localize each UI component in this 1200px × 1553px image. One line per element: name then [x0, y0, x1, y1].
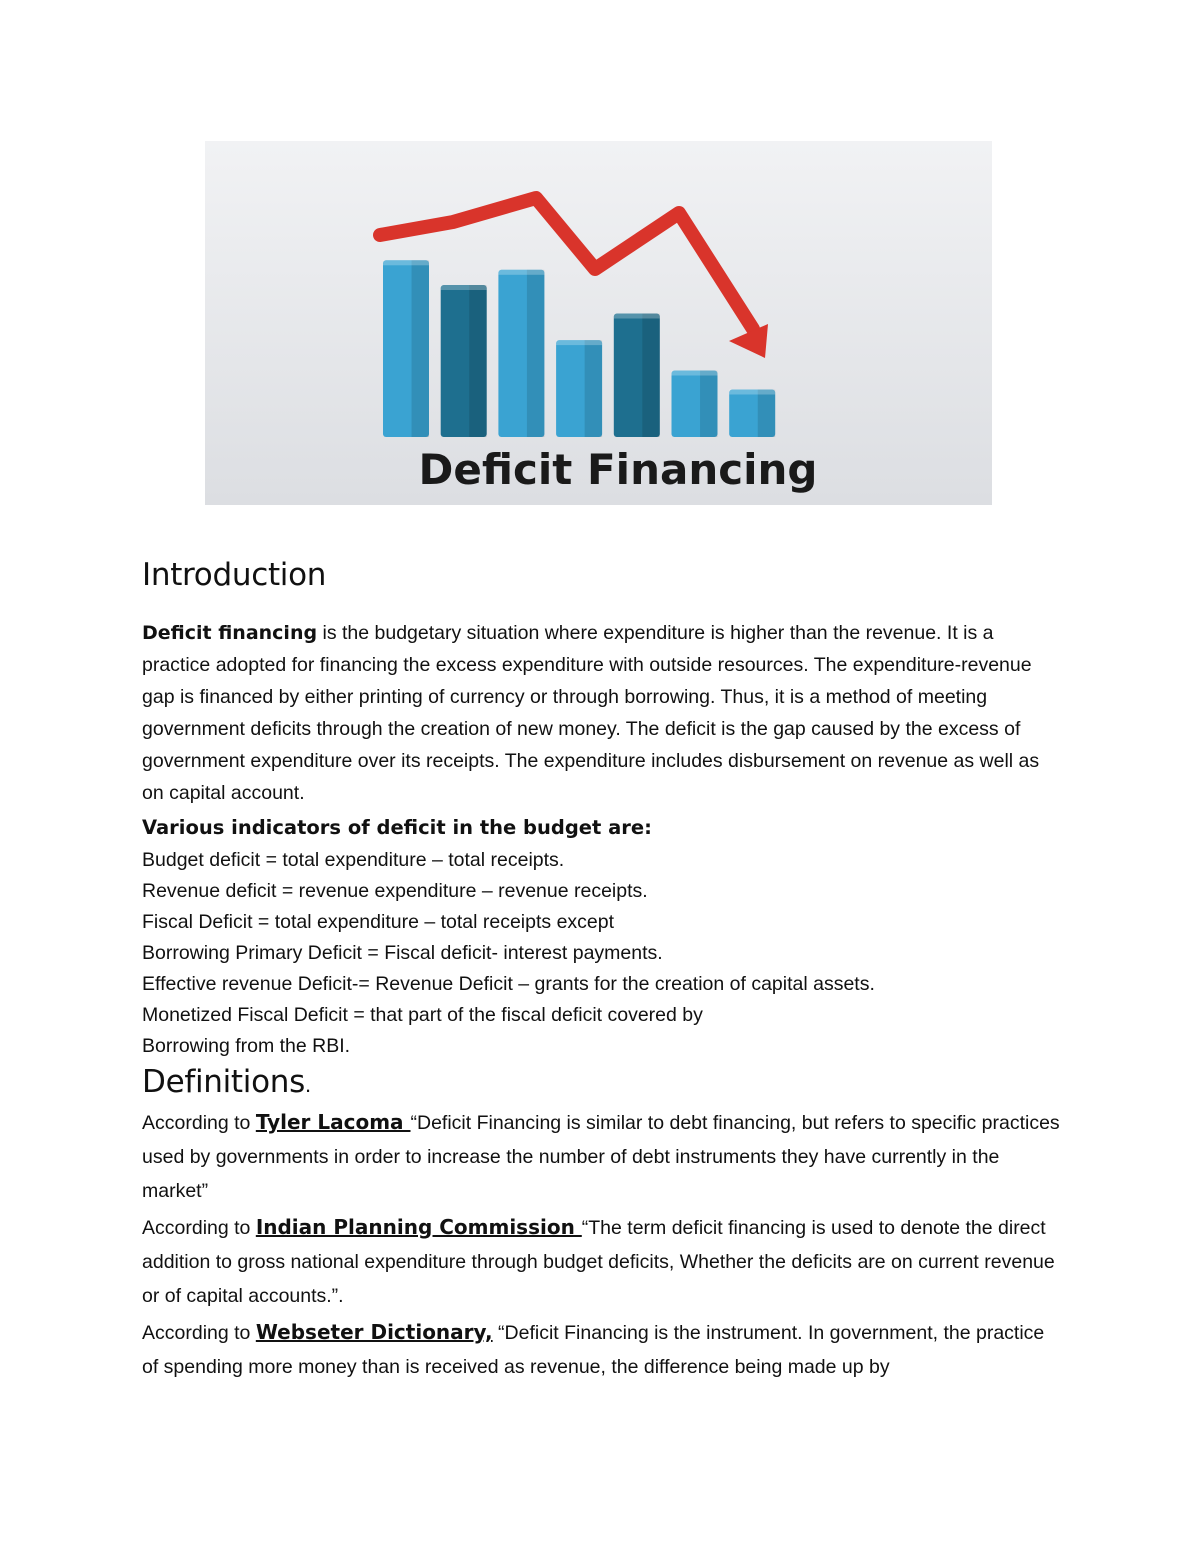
indicator-line: Fiscal Deficit = total expenditure – total receipts except [142, 911, 615, 933]
definition-source-link[interactable]: Webseter Dictionary, [255, 1320, 493, 1344]
indicator-line: Borrowing from the RBI. [142, 1035, 351, 1057]
intro-lead-term: Deficit financing [142, 622, 318, 644]
hero-bar-shade [700, 371, 717, 438]
definition-item [142, 1315, 1062, 1384]
definition-item [142, 1210, 1062, 1313]
hero-bar-highlight [498, 270, 544, 275]
introduction-paragraph [142, 617, 1062, 809]
indicator-line: Revenue deficit = revenue expenditure – revenue receipts. [142, 880, 648, 902]
indicator-line: Budget deficit = total expenditure – total receipts. [142, 849, 565, 871]
hero-bar-shade [469, 285, 486, 437]
hero-image [205, 141, 992, 505]
definition-source-link[interactable]: Tyler Lacoma [255, 1110, 411, 1134]
definition-prefix: According to [142, 1217, 256, 1239]
definition-quote: “Deficit Financing is the instrument. In government, the practice of spending more money than is received as revenue, the difference being made up by [142, 1322, 1045, 1378]
hero-illustration [205, 141, 992, 505]
definitions-heading-period: . [304, 1072, 311, 1097]
hero-bar-highlight [556, 340, 602, 345]
introduction-heading: Introduction [142, 557, 327, 593]
document-body [142, 555, 1062, 1384]
hero-bar-shade [758, 390, 775, 438]
hero-bar-shade [585, 340, 602, 437]
indicator-line: Effective revenue Deficit-= Revenue Deficit – grants for the creation of capital assets. [142, 973, 875, 995]
hero-title: Deficit Financing [418, 445, 818, 494]
hero-bar-highlight [729, 390, 775, 395]
definitions-heading-text: Definitions [142, 1064, 305, 1100]
hero-bar-highlight [383, 260, 429, 265]
indicator-line: Borrowing Primary Deficit = Fiscal deficit- interest payments. [142, 942, 663, 964]
intro-body-text: is the budgetary situation where expenditure is higher than the revenue. It is a practice adopted for financing the excess expenditure with outside resources. The expenditure-revenue gap is financed by either printing of currency or through borrowing. Thus, it is a method of meeting government deficits through the creation of new money. The deficit is the gap caused by the excess of government expenditure over its receipts. The expenditure includes disbursement on revenue as well as on capital account. [142, 622, 1040, 804]
definition-prefix: According to [142, 1112, 256, 1134]
definitions-heading [142, 1062, 1062, 1105]
indicators-list [142, 845, 1062, 1062]
hero-bar-highlight [441, 285, 487, 290]
definition-prefix: According to [142, 1322, 256, 1344]
hero-bar-shade [642, 314, 659, 438]
definition-item [142, 1105, 1062, 1208]
indicator-line: Monetized Fiscal Deficit = that part of the fiscal deficit covered by [142, 1004, 703, 1026]
hero-bar-highlight [672, 371, 718, 376]
definition-source-link[interactable]: Indian Planning Commission [255, 1215, 582, 1239]
hero-bar-shade [412, 260, 429, 437]
hero-bar-shade [527, 270, 544, 437]
definition-quote: “Deficit Financing is similar to debt financing, but refers to specific practices used by governments in order to increase the number of debt instruments they have currently in the market” [142, 1112, 1060, 1202]
definition-quote: “The term deficit financing is used to denote the direct addition to gross national expenditure through budget deficits, Whether the deficits are on current revenue or of capital accounts.”. [142, 1217, 1055, 1307]
indicators-heading: Various indicators of deficit in the budget are: [142, 816, 652, 839]
hero-bar-highlight [614, 314, 660, 319]
